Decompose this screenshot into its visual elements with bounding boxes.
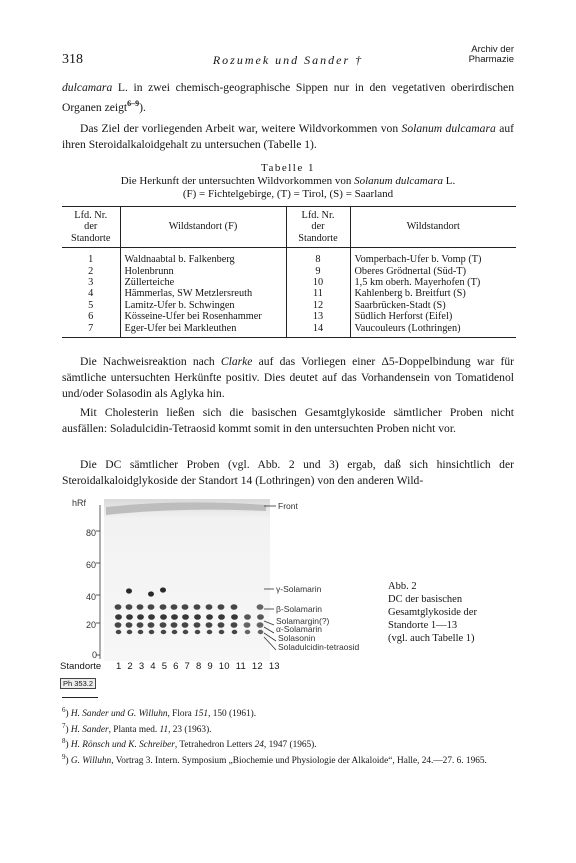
tlc-spot (244, 622, 251, 628)
band-label-solamargin: Solamargin(?) (276, 616, 330, 626)
paragraph-text: auf ihren Steroidalkaloidgehalt zu untersuchen (Tabelle 1). (62, 122, 514, 151)
tlc-spot (195, 630, 201, 634)
tlc-spot (115, 622, 122, 628)
author-name: Clarke (220, 355, 253, 368)
table-row (62, 288, 516, 299)
species-name: dulcamara (62, 81, 113, 94)
table-caption (62, 162, 514, 201)
origin-table (62, 206, 516, 338)
paragraph-text: auf das Vorliegen einer Δ5-Doppelbindung war für sämtliche untersuchten Herkünfte positiv. Dies deutet auf das Vorhandensein von Tomatidenol und/oder Solasodin als Aglyka hin. (62, 355, 514, 400)
journal-name (469, 45, 514, 65)
table-title: Tabelle 1 (261, 162, 315, 174)
col-header-number: Lfd. Nr. der Standorte (62, 207, 120, 248)
site-name: Waldnaabtal b. Falkenberg (120, 248, 286, 266)
tlc-spot (207, 630, 213, 634)
site-name: Kahlenberg b. Breitfurt (S) (354, 288, 466, 300)
footnotes (62, 705, 522, 768)
species-name: Solanum dulcamara (354, 175, 444, 187)
site-number: 10 (286, 277, 350, 288)
site-name: Vomperbach-Ufer b. Vomp (T) (354, 254, 482, 266)
tlc-spot (138, 630, 144, 634)
paragraph-text: ). (139, 100, 146, 114)
paragraph-1 (62, 80, 514, 116)
paragraph-text: L. in zwei chemisch-geographische Sippen nur in den vegetativen oberirdischen Organen zeigt (62, 81, 514, 114)
table-caption-line-1 (62, 175, 514, 188)
site-name: Kösseine-Ufer bei Rosenhammer (120, 311, 286, 322)
footnote-volume: 11 (159, 724, 169, 735)
band-label-gamma: γ-Solamarin (276, 584, 322, 594)
paragraph-text: Mit Cholesterin ließen sich die basischen Gesamtglykoside sämtlicher Proben nicht ausfällen: Soladulcidin-Tetraosid kommt somit in den untersuchten Proben nicht vor. (62, 406, 514, 435)
band-label-alpha: α-Solamarin (276, 624, 323, 634)
tlc-spot (172, 630, 178, 634)
tlc-spot (126, 588, 132, 593)
journal-line-1: Archiv der (471, 44, 514, 55)
tlc-spot (116, 630, 122, 634)
figure-caption (388, 580, 518, 645)
tlc-spot (127, 630, 133, 634)
tlc-spot (160, 622, 167, 628)
table-row (62, 248, 516, 266)
tlc-spot (231, 622, 238, 628)
footnote-author: G. Willuhn (70, 756, 112, 767)
footnote-detail: , 1947 (1965). (263, 740, 317, 751)
tlc-spot (182, 622, 189, 628)
y-tick-label: 80 (86, 528, 97, 538)
tlc-spot (218, 614, 225, 620)
y-axis-ticks (96, 531, 100, 655)
tlc-spot (126, 604, 133, 610)
tlc-spot (182, 604, 189, 610)
footnote-author: H. Sander (70, 724, 109, 735)
tlc-spot (149, 630, 155, 634)
site-name: Vaucouleurs (Lothringen) (350, 323, 516, 338)
footnote-source: , Tetrahedron Letters (174, 740, 255, 751)
tlc-spot (148, 614, 155, 620)
tlc-spot (206, 604, 213, 610)
tlc-spot (171, 604, 178, 610)
figure-caption-ref: (vgl. auch Tabelle 1) (388, 633, 475, 644)
site-number: 1 (62, 248, 120, 266)
journal-line-2: Pharmazie (468, 54, 514, 65)
tlc-spot (183, 630, 189, 634)
site-number: 12 (286, 300, 350, 311)
tlc-spot (194, 614, 201, 620)
tlc-plate-figure (60, 495, 270, 667)
table-row (62, 311, 516, 322)
footnote-detail: , 150 (1961). (208, 709, 257, 720)
col-header-number: Lfd. Nr. der Standorte (286, 207, 350, 248)
site-name: Oberes Grödnertal (Süd-T) (354, 265, 467, 277)
tlc-spot (171, 614, 178, 620)
y-axis-label: hRf (72, 498, 87, 508)
band-label-beta: β-Solamarin (276, 604, 322, 614)
y-tick-label: 0 (92, 650, 98, 660)
footnote-number: 8 (62, 737, 66, 746)
paragraph-text: Die DC sämtlicher Proben (vgl. Abb. 2 und 3) ergab, daß sich hinsichtlich der Steroidalkaloidglykoside der Standort 14 (Lothringen) von den anderen Wild- (62, 458, 514, 487)
tlc-spot (232, 630, 238, 634)
site-name: Lamitz-Ufer b. Schwingen (120, 300, 286, 311)
tlc-spot (148, 604, 155, 610)
table-row (62, 277, 516, 288)
tlc-spot (231, 604, 238, 610)
paragraph-2 (62, 121, 514, 153)
tlc-spot (115, 604, 122, 610)
site-number: 2 (62, 266, 120, 277)
tlc-spot (148, 622, 155, 628)
site-number: 13 (286, 311, 350, 322)
table-row (62, 300, 516, 311)
species-name: Solanum dulcamara (401, 122, 496, 135)
band-label-soladulcidin: Soladulcidin-tetraosid (278, 642, 360, 652)
footnote: $^8$) H. Rönsch und K. Schreiber, Tetrahedron Letters 24, 1947 (1965). (62, 737, 317, 751)
site-name: 1,5 km oberh. Mayerhofen (T) (354, 277, 481, 289)
footnote-source: , Flora (167, 709, 195, 720)
tlc-spot (171, 622, 178, 628)
tlc-spot (218, 622, 225, 628)
tlc-spot (148, 591, 154, 596)
table-row (62, 266, 516, 277)
tlc-spot (115, 614, 122, 620)
tlc-spot (161, 630, 167, 634)
tlc-spot (137, 604, 144, 610)
footnote-number: 6 (62, 706, 66, 714)
footnote: $^9$) G. Willuhn, Vortrag 3. Intern. Symposium „Biochemie und Physiologie der Alkaloide“, Halle, 24.—27. 6. 1965. (62, 753, 487, 767)
tlc-spot (194, 622, 201, 628)
site-number: 4 (62, 288, 120, 299)
tlc-spot (244, 614, 251, 620)
footnote-author: H. Sander und G. Willuhn (70, 709, 168, 720)
paragraph-3 (62, 354, 514, 402)
figure-caption-title: Abb. 2 (388, 581, 417, 592)
page-number: 318 (62, 52, 83, 67)
tlc-spot (126, 614, 133, 620)
footnote-number: 9 (62, 753, 66, 762)
caption-text: L. (443, 175, 456, 187)
tlc-spot (206, 614, 213, 620)
front-label: Front (278, 501, 298, 511)
site-number: 9 (286, 266, 350, 277)
footnote-volume: 151 (194, 709, 209, 720)
footnote-source: , Vortrag 3. Intern. Symposium „Biochemie und Physiologie der Alkaloide“, Halle, 24.—27. 6. 1965. (111, 756, 487, 767)
site-name: Südlich Herforst (Eifel) (354, 311, 453, 323)
tlc-spot (137, 622, 144, 628)
tlc-spot (137, 614, 144, 620)
paragraph-text: Das Ziel der vorliegenden Arbeit war, weitere Wildvorkommen von (80, 122, 402, 135)
footnote-number: 7 (62, 721, 66, 730)
y-tick-label: 60 (86, 560, 97, 570)
running-head: Rozumek und Sander † (212, 53, 364, 67)
site-name: Züllerteiche (120, 277, 286, 288)
x-axis-title: Standorte (60, 661, 102, 672)
tlc-spot (206, 622, 213, 628)
footnote-detail: , 23 (1963). (168, 724, 212, 735)
figure-tag: Ph 353.2 (60, 678, 96, 689)
col-header-site-f: Wildstandort (F) (120, 207, 286, 248)
footnote-volume: 24 (254, 740, 264, 751)
site-name: Eger-Ufer bei Markleuthen (120, 323, 286, 338)
site-number: 7 (62, 323, 120, 338)
paragraph-4 (62, 405, 514, 437)
site-number: 5 (62, 300, 120, 311)
figure-caption-text: DC der basischen Gesamtglykoside der Standorte 1—13 (388, 594, 477, 631)
table-caption-line-2: (F) = Fichtelgebirge, (T) = Tirol, (S) = Saarland (182, 188, 394, 200)
tlc-spot (182, 614, 189, 620)
site-name: Saarbrücken-Stadt (S) (354, 299, 446, 311)
col-header-site: Wildstandort (350, 207, 516, 248)
table-row (62, 323, 516, 338)
band-label-solasonin: Solasonin (278, 633, 316, 643)
site-name: Holenbrunn (120, 266, 286, 277)
paragraph-text: Die Nachweisreaktion nach (80, 355, 221, 368)
caption-text: Die Herkunft der untersuchten Wildvorkommen von (120, 175, 355, 187)
table-header-row (62, 207, 516, 248)
paragraph-5 (62, 457, 514, 489)
tlc-spot (160, 587, 166, 592)
tlc-spot (231, 614, 238, 620)
footnote: $^7$) H. Sander, Planta med. 11, 23 (1963). (62, 721, 212, 735)
site-number: 8 (286, 248, 350, 266)
reference-marker: 6–9 (127, 99, 140, 108)
footnote: $^6$) H. Sander und G. Willuhn, Flora 151, 150 (1961). (62, 706, 257, 720)
tlc-plate (104, 499, 270, 661)
footnote-source: , Planta med. (108, 724, 160, 735)
tlc-spot (245, 630, 251, 634)
footnote-rule (62, 697, 98, 698)
site-number: 3 (62, 277, 120, 288)
tlc-spot (160, 614, 167, 620)
site-number: 14 (286, 323, 350, 338)
tlc-spot (160, 604, 167, 610)
tlc-spot (219, 630, 225, 634)
site-number: 6 (62, 311, 120, 322)
footnote-author: H. Rönsch und K. Schreiber (70, 740, 175, 751)
y-tick-label: 40 (86, 592, 97, 602)
y-tick-label: 20 (86, 620, 97, 630)
tlc-spot (218, 604, 225, 610)
tlc-spot (126, 622, 133, 628)
site-name: Hämmerlas, SW Metzlersreuth (120, 288, 286, 299)
x-axis-lane-numbers: 1 2 3 4 5 6 7 8 9 10 11 12 13 (116, 661, 280, 672)
tlc-spot (194, 604, 201, 610)
site-number: 11 (286, 288, 350, 299)
